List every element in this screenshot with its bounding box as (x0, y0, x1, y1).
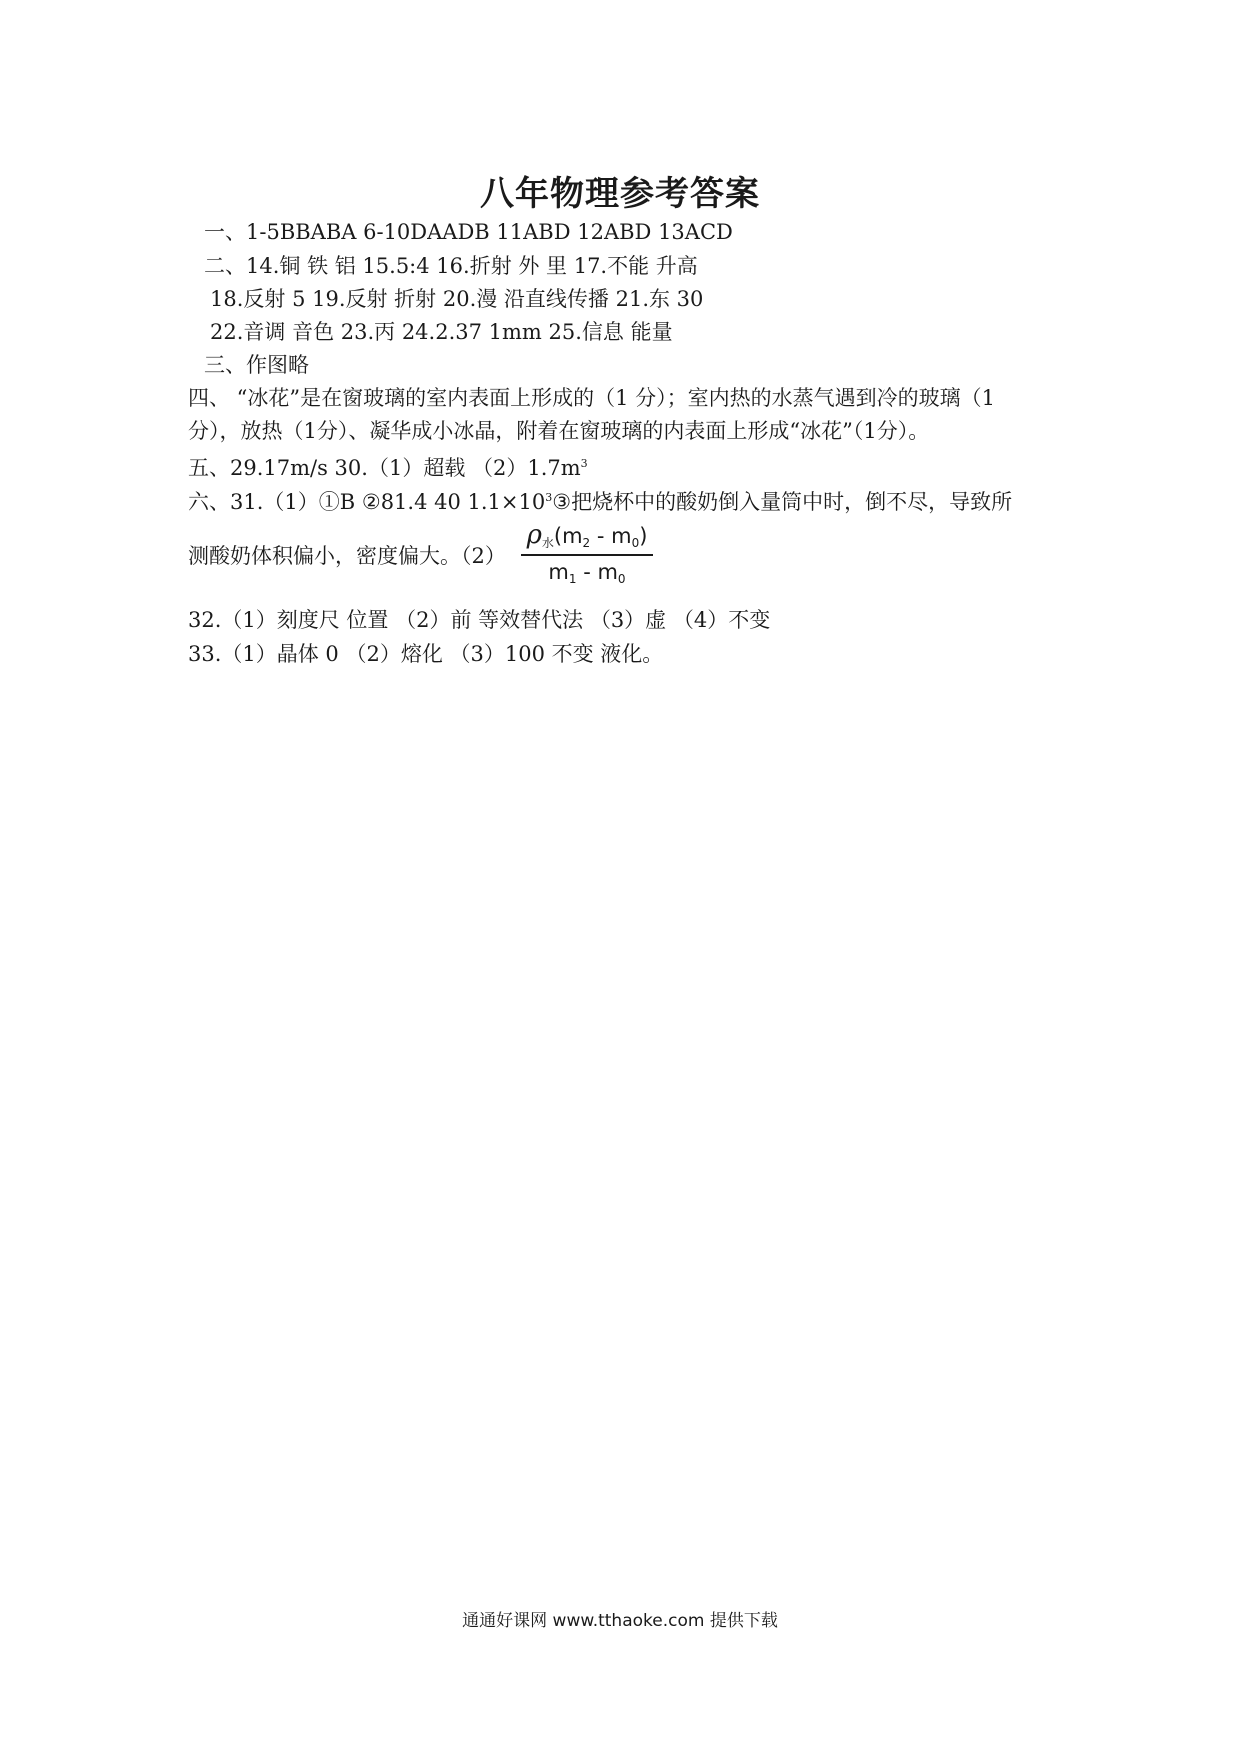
answer-line-12: 33.（1）晶体 0 （2）熔化 （3）100 不变 液化。 (188, 642, 664, 666)
fraction-bar (521, 554, 653, 556)
numerator-sub-0: 0 (631, 536, 640, 550)
answer-line-8 (188, 450, 588, 482)
page-footer: 通通好课网 www.tthaoke.com 提供下载 (462, 1611, 778, 1631)
answer-line-3: 18.反射 5 19.反射 折射 20.漫 沿直线传播 21.东 30 (210, 287, 704, 311)
formula-denominator (521, 560, 653, 592)
answer-line-9-pre: 六、31.（1）①B ②81.4 40 1.1×10 (188, 490, 546, 514)
answer-line-6: 四、 “冰花”是在窗玻璃的室内表面上形成的（1 分）；室内热的水蒸气遇到冷的玻璃（1 (188, 386, 996, 410)
answer-line-7: 分），放热（1分）、凝华成小冰晶，附着在窗玻璃的内表面上形成“冰花”（1分）。 (188, 419, 930, 443)
page-title: 八年物理参考答案 (480, 174, 760, 214)
formula-numerator (521, 520, 653, 554)
exponent-superscript: 3 (545, 491, 553, 504)
answer-line-9 (188, 484, 1012, 516)
answer-line-1: 一、1-5BBABA 6-10DAADB 11ABD 12ABD 13ACD (204, 220, 733, 244)
numerator-part-1: (m (553, 524, 583, 548)
answer-line-2: 二、14.铜 铁 铝 15.5:4 16.折射 外 里 17.不能 升高 (204, 254, 698, 278)
answer-line-8-text: 五、29.17m/s 30.（1）超载 （2）1.7m (188, 456, 581, 480)
numerator-close: ) (639, 524, 648, 548)
answer-line-9-post: ③把烧杯中的酸奶倒入量筒中时，倒不尽，导致所 (552, 490, 1013, 514)
rho-subscript: 水 (541, 536, 554, 550)
cubic-superscript: 3 (580, 457, 588, 470)
denominator-sub-1: 1 (568, 572, 577, 586)
denominator-part-2: - m (576, 560, 618, 584)
density-formula (521, 520, 653, 592)
denominator-sub-0: 0 (617, 572, 626, 586)
rho-symbol: ρ (526, 520, 542, 550)
answer-line-10-text: 测酸奶体积偏小，密度偏大。（2） (188, 544, 506, 568)
answer-line-4: 22.音调 音色 23.丙 24.2.37 1mm 25.信息 能量 (210, 320, 673, 344)
answer-line-5: 三、作图略 (204, 353, 309, 377)
numerator-part-2: - m (590, 524, 632, 548)
numerator-sub-2: 2 (582, 536, 591, 550)
answer-line-11: 32.（1）刻度尺 位置 （2）前 等效替代法 （3）虚 （4）不变 (188, 608, 771, 632)
denominator-part-1: m (548, 560, 569, 584)
